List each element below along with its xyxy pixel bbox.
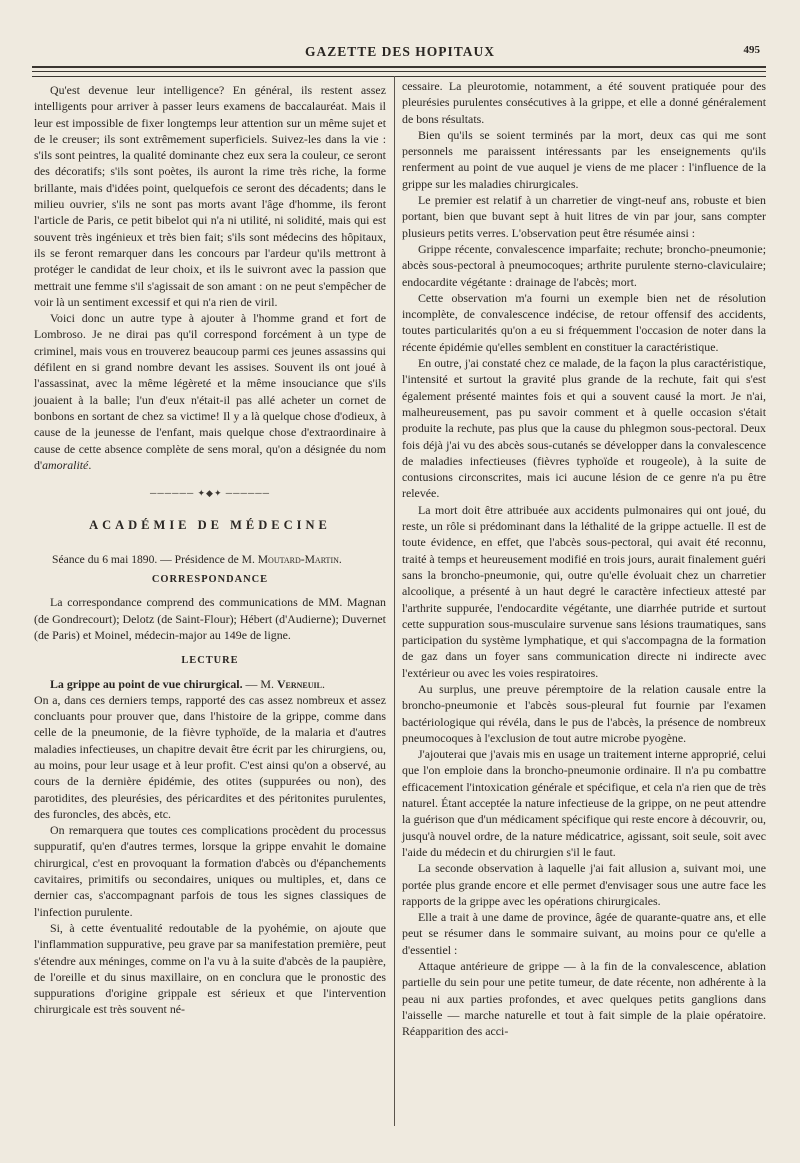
running-header: GAZETTE DES HOPITAUX xyxy=(304,44,496,59)
header-rule-middle xyxy=(32,71,766,72)
paragraph: J'ajouterai que j'avais mis en usage un traitement interne approprié, celui que l'on emploie dans la broncho-pneumonie ordinaire. Il n'a pu combattre efficacement l'intoxication générale et spécifique, et cela n'a rien que de très naturel. Étant acceptée la nature infectieuse de la grippe, on ne peut attendre la guérison que d'un médicament spécifique qui reste encore à découvrir, ou, jusqu'à nouvel ordre, de la nature médicatrice, agissant, soit seule, soit avec l'aide du médecin et du chirurgien s'il le faut. xyxy=(402,747,766,859)
paragraph: Elle a trait à une dame de province, âgée de quarante-quatre ans, et elle peut se résumer dans le sommaire suivant, au moins pour ce qu'elle a d'essentiel : xyxy=(402,910,766,957)
paragraph: La mort doit être attribuée aux accidents pulmonaires qui ont joué, du reste, un rôle si prédominant dans la léthalité de la grippe actuelle. Il est de toute évidence, en effet, que l'abcès sous-pectoral, qui avait été reconnu, traité à temps et heureusement modifié en trois jours, aurait finalement guéri sans la broncho-pneumonie, qui, outre qu'elle évoluait chez un charretier alcoolique, a présenté à un haut degré le caractère infectieux attesté par l'arthrite suppurée, l'endocardite végétante, une diarrhée putride et surtout cette suppuration sous-musculaire survenue sans lésions traumatiques, sans participation du système lymphatique, et qui s'accompagna de la formation de gaz dans un foyer sans communication directe ni indirecte avec l'extérieur ou avec les voies respiratoires. xyxy=(402,502,766,680)
paragraph: Le premier est relatif à un charretier de vingt-neuf ans, robuste et bien portant, bien que buvant sept à huit litres de vin par jour, sans compter plusieurs petits verres. L'observation peut être résumée ainsi : xyxy=(402,193,766,240)
section-ornament: ────── ✦◆✦ ────── xyxy=(149,488,271,499)
emphasis-text: amoralité xyxy=(42,457,89,472)
paragraph: Qu'est devenue leur intelligence? En général, ils restent assez intelligents pour arriver à passer leurs examens de baccalauréat. Mais il leur est impossible de fixer longtemps leur attention sur un même sujet et de le creuser; ils sont extrêmement superficiels. Suivez-les dans la vie : s'ils sont peintres, la qualité dominante chez eux sera la couleur, ce seront des décoratifs; s'ils sont poètes, ils auront la rime très riche, la forme brillante, mais d'idées point, quelquefois ce seront des décadents; dans le milieu ouvrier, s'ils ne sont pas morts avant l'âge d'homme, ils feront l'article de Paris, ce petit bibelot qui n'a ni utilité, ni solidité, mais qui est souvent très ingénieux et très bien fait; s'ils sont médecins des hôpitaux, ils se feront remarquer dans les concours par l'ardeur qu'ils mettront à protéger le candidat de leur choix, et ils le suivront avec la passion que mettrait une femme s'il s'agissait de son amant : on ne peut s'empêcher de voir là un sentiment excessif et qui n'a rien de viril. xyxy=(34,83,386,309)
paragraph: On a, dans ces derniers temps, rapporté des cas assez nombreux et assez concluants pour prouver que, dans l'histoire de la grippe, comme dans celle de la pneumonie, de la fièvre typhoïde, de la malaria et d'autres maladies infectieuses, un chapitre devait être écrit par les chirurgiens, ou, au moins, pour leur usage et à leur profit. C'est ainsi qu'on a observé, au cours de la dernière épidémie, des otites (suppurées ou non), des parotidites, des pleurésies, des péricardites et des péritonites purulentes, des furoncles, des abcès, etc. xyxy=(34,692,386,821)
right-column xyxy=(402,78,766,1040)
subheading-correspondance: CORRESPONDANCE xyxy=(151,574,269,586)
left-column xyxy=(34,82,386,1018)
lecture-title: La grippe au point de vue chirurgical. xyxy=(50,676,243,691)
paragraph: La seconde observation à laquelle j'ai fait allusion a, suivant moi, une portée plus grande encore et elle permet d'envisager sous une autre face les rapports de la grippe avec les opérations chirurgicales. xyxy=(402,861,766,908)
text-run: . xyxy=(338,552,342,566)
lecture-author: Verneuil xyxy=(276,676,322,691)
president-name: Moutard-Martin xyxy=(257,552,339,566)
paragraph: Attaque antérieure de grippe — à la fin de la convalescence, ablation partielle du sein pour une petite tumeur, de date récente, non adhérente à la peau ni aux parties profondes, et avec quelques petits ganglions dans l'aisselle — marche naturelle et tout à fait simple de la plaie opératoire. Réapparition des acci- xyxy=(402,959,766,1039)
header-rule-thick xyxy=(32,66,766,68)
text-run: . xyxy=(321,676,325,691)
paragraph: Si, à cette éventualité redoutable de la pyohémie, on ajoute que l'inflammation suppurative, peu grave par sa manifestation première, peut s'étendre aux méninges, comme on l'a vu à la suite d'abcès de la paupière, de l'oreille et du sinus maxillaire, on en conclura que le pronostic des suppurations d'origine grippale est sérieux et que l'intervention chirurgicale est très souvent né- xyxy=(34,920,386,1017)
paragraph: Grippe récente, convalescence imparfaite; rechute; broncho-pneumonie; abcès sous-pectoral à pneumocoques; arthrite purulente sterno-claviculaire; endocardite végétante : drainage de l'abcès; mort. xyxy=(402,241,766,289)
header-rule-bottom xyxy=(32,76,766,77)
session-line xyxy=(52,552,386,568)
text-run: . xyxy=(88,457,92,472)
section-title: ACADÉMIE DE MÉDECINE xyxy=(89,518,331,533)
subheading-lecture: LECTURE xyxy=(181,655,239,667)
page-number: 495 xyxy=(743,44,760,56)
paragraph: cessaire. La pleurotomie, notamment, a été souvent pratiquée pour des pleurésies purulentes consécutives à la grippe, et elle a donné généralement de bons résultats. xyxy=(402,79,766,126)
paragraph: Cette observation m'a fourni un exemple bien net de résolution incomplète, de convalescence indécise, de retour offensif des accidents, toutes particularités qu'on a eu si fréquemment l'occasion de noter dans la récente épidémie qu'elles semblent en constituer la caractéristique. xyxy=(402,290,766,354)
lecture-heading xyxy=(34,676,386,692)
paragraph: En outre, j'ai constaté chez ce malade, de la façon la plus caractéristique, l'intensité et surtout la gravité plus grande de la rechute, fait qui s'est également présenté maintes fois et qui a souvent causé la mort. Je n'ai, malheureusement, pas pu savoir comment et à quelle occasion s'était produite la rechute, pas plus que la cause du phlegmon sous-pectoral. Deux fois déjà j'ai vu des abcès sous-cutanés se développer dans la convalescence de maladies infectieuses (fièvres typhoïde et rougeole), à la suite de contusions circonscrites, mais ici aucune lésion de ce genre n'a pu être relevée. xyxy=(402,356,766,501)
paragraph: La correspondance comprend des communications de MM. Magnan (de Gondrecourt); Delotz (de Saint-Flour); Hébert (d'Audierne); Duvernet (de Paris) et Moinel, médecin-major au 149e de ligne. xyxy=(34,595,386,642)
text-run: — M. xyxy=(242,676,277,691)
text-run: Séance du 6 mai 1890. — Présidence de M. xyxy=(52,552,258,566)
text-run: Voici donc un autre type à ajouter à l'homme grand et fort de Lombroso. Je ne dirai pas qu'il correspond forcément à un type de criminel, mais vous en trouverez beaucoup parmi ces jeunes assassins qui défilent en si grand nombre devant les assises. Souvent ils ont joué à l'assassinat, avec la même légèreté et la même insouciance que s'ils jouaient à la balle; l'un d'eux n'était-il pas allé acheter un cornet de bonbons en sortant de chez sa victime! Il y a là quelque chose d'odieux, à cause de la jeunesse de l'enfant, mais quelque chose d'extraordinaire à cause de cette absence complète de sens moral, qu'on a désignée du nom d' xyxy=(34,311,386,472)
paragraph: On remarquera que toutes ces complications procèdent du processus suppuratif, qu'en d'autres termes, lorsque la grippe envahit le domaine chirurgical, c'est en provoquant la formation d'abcès ou d'épanchements cavitaires, primitifs ou secondaires, uniques ou multiples, et, dans ce dernier cas, s'accompagnant parfois de tous les signes classiques de l'infection purulente. xyxy=(34,823,386,919)
paragraph xyxy=(34,310,386,473)
column-divider xyxy=(394,76,395,1126)
paragraph: Bien qu'ils se soient terminés par la mort, deux cas qui me sont personnels me paraissent intéressants par les enseignements qu'ils renferment au point de vue auquel je viens de me placer : l'influence de la grippe sur les maladies chirurgicales. xyxy=(402,127,766,191)
paragraph: Au surplus, une preuve péremptoire de la relation causale entre la broncho-pneumonie et l'abcès sous-pleural fut fournie par l'examen bactériologique qui révéla, dans le pus de l'abcès, la présence de nombreux pneumocoques à l'exclusion de tout autre microbe pyogène. xyxy=(402,681,766,745)
